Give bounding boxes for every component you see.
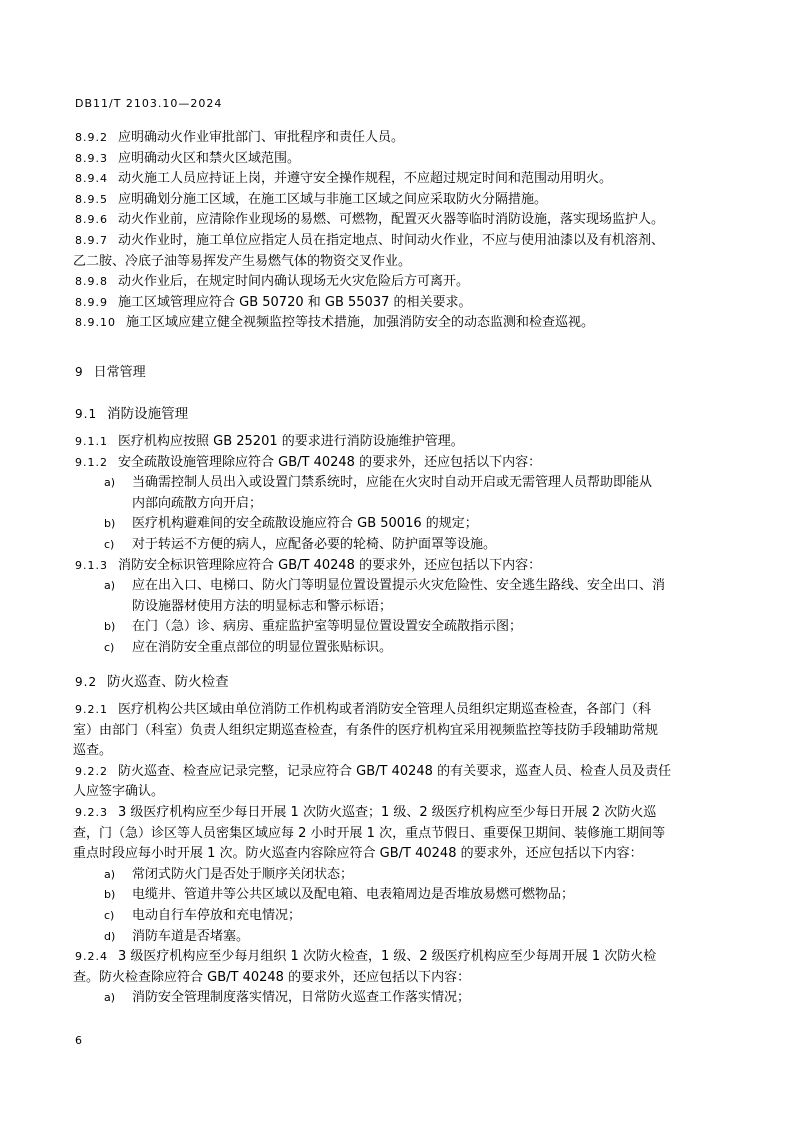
clause-line [75, 192, 547, 208]
clause-line [73, 723, 658, 739]
list-text: 电缆井、管道井等公共区域以及配电箱、电表箱周边是否堆放易燃可燃物品； [132, 887, 575, 903]
clause-text: 查。防火检查除应符合 GB/T 40248 的要求外，还应包括以下内容： [73, 969, 471, 985]
clause-number: 9.1.1 [75, 435, 108, 448]
list-marker: a) [104, 991, 116, 1005]
clause-number: 8.9.3 [75, 151, 108, 165]
clause-number: 9.2.1 [75, 703, 108, 716]
list-text: 电动自行车停放和充电情况； [132, 908, 302, 923]
clause-line [75, 434, 464, 450]
clause-line [73, 743, 112, 759]
list-item [104, 908, 301, 924]
clause-number: 8.9.2 [75, 131, 108, 144]
list-item [104, 578, 665, 594]
clause-text: 动火作业时，施工单位应指定人员在指定地点、时间动火作业，不应与使用油漆以及有机溶剂、 [118, 233, 665, 248]
list-marker: b) [104, 517, 116, 531]
clause-text: 人应签字确认。 [73, 784, 165, 800]
clause-line [73, 254, 411, 270]
list-item [104, 640, 392, 656]
subsection-heading [75, 402, 188, 422]
clause-line [75, 212, 664, 228]
clause-text: 查，门（急）诊区等人员密集区域应每 2 小时开展 1 次，重点节假日、重要保卫期间、装修施工期间等 [73, 825, 666, 841]
clause-number: 9.1.2 [75, 455, 108, 469]
clause-line [75, 171, 612, 187]
list-marker: c) [104, 641, 115, 654]
clause-number: 9.1.3 [75, 558, 108, 572]
heading-number: 9.2 [75, 675, 98, 689]
clause-line [73, 970, 470, 986]
clause-line [75, 805, 656, 821]
clause-text: 3 级医疗机构应至少每日开展 1 次防火巡查；1 级、2 级医疗机构应至少每日开展 2 次防火巡 [118, 805, 657, 820]
list-text: 常闭式防火门是否处于顺序关闭状态； [132, 866, 354, 882]
clause-line [73, 846, 643, 862]
clause-line [75, 764, 671, 780]
list-text: 对于转运不方便的病人，应配备必要的轮椅、防护面罩等设施。 [132, 537, 497, 552]
clause-number: 9.2.3 [75, 806, 108, 819]
list-marker: d) [104, 929, 116, 943]
heading-title: 消防设施管理 [107, 406, 189, 422]
clause-number: 8.9.4 [75, 172, 108, 186]
clause-line [75, 295, 472, 311]
list-item [104, 990, 470, 1006]
list-item [104, 929, 249, 945]
clause-text: 巡查。 [73, 743, 113, 759]
list-text: 在门（急）诊、病房、重症监护室等明显位置设置安全疏散指示图； [132, 619, 523, 635]
list-marker: b) [104, 888, 116, 902]
clause-line [75, 702, 651, 718]
clause-text: 动火施工人员应持证上岗，并遵守安全操作规程，不应超过规定时间和范围动用明火。 [118, 171, 613, 187]
list-marker: c) [104, 538, 115, 551]
clause-number: 8.9.6 [75, 213, 108, 227]
clause-line [75, 233, 664, 249]
heading-title: 日常管理 [93, 365, 146, 380]
section-heading [75, 361, 146, 380]
list-marker: c) [104, 909, 115, 922]
clause-line [75, 455, 541, 471]
list-text: 应在出入口、电梯口、防火门等明显位置设置提示火灾危险性、安全逃生路线、安全出口、消 [132, 578, 666, 594]
clause-text: 乙二胺、冷底子油等易挥发产生易燃气体的物资交叉作业。 [73, 253, 412, 269]
list-text: 应在消防安全重点部位的明显位置张贴标识。 [132, 640, 393, 655]
list-item [104, 475, 652, 491]
clause-line [73, 784, 164, 800]
list-marker: b) [104, 620, 116, 634]
document-id: DB11/T 2103.10—2024 [75, 97, 223, 110]
list-item [104, 496, 262, 512]
list-item [104, 599, 392, 615]
list-marker: a) [104, 867, 116, 881]
clause-text: 3 级医疗机构应至少每月组织 1 次防火检查，1 级、2 级医疗机构应至少每周开展 1 次防火检 [118, 949, 657, 965]
list-text: 防设施器材使用方法的明显标志和警示标语； [132, 598, 393, 614]
clause-line [73, 826, 665, 842]
clause-text: 施工区域应建立健全视频监控等技术措施，加强消防安全的动态监测和检查巡视。 [126, 315, 595, 331]
clause-text: 应明确动火作业审批部门、审批程序和责任人员。 [118, 130, 405, 145]
clause-text: 动火作业前，应清除作业现场的易燃、可燃物，配置灭火器等临时消防设施，落实现场监护人。 [118, 212, 665, 228]
list-item [104, 516, 478, 532]
subsection-heading [75, 670, 229, 690]
heading-number: 9 [75, 365, 84, 379]
heading-number: 9.1 [75, 407, 98, 421]
list-text: 内部向疏散方向开启； [132, 495, 263, 511]
clause-line [75, 151, 300, 167]
list-item [104, 619, 522, 635]
list-item [104, 867, 353, 883]
list-item [104, 537, 496, 553]
clause-line [75, 315, 594, 331]
clause-number: 8.9.8 [75, 275, 108, 289]
clause-text: 防火巡查、检查应记录完整，记录应符合 GB/T 40248 的有关要求，巡查人员、检查人员及责任 [118, 763, 672, 779]
clause-number: 8.9.7 [75, 234, 108, 247]
clause-text: 施工区域管理应符合 GB 50720 和 GB 55037 的相关要求。 [118, 294, 472, 310]
list-marker: a) [104, 579, 116, 593]
clause-text: 应明确动火区和禁火区域范围。 [118, 150, 301, 166]
clause-number: 9.2.4 [75, 950, 108, 964]
page-number: 6 [75, 1034, 82, 1047]
list-text: 医疗机构避难间的安全疏散设施应符合 GB 50016 的规定； [132, 516, 478, 532]
heading-title: 防火巡查、防火检查 [107, 674, 229, 690]
clause-number: 8.9.9 [75, 295, 108, 309]
clause-number: 8.9.5 [75, 192, 108, 206]
clause-text: 安全疏散设施管理除应符合 GB/T 40248 的要求外，还应包括以下内容： [118, 454, 542, 470]
clause-line [75, 130, 404, 146]
clause-text: 动火作业后，在规定时间内确认现场无火灾危险后方可离开。 [118, 274, 470, 290]
clause-text: 重点时段应每小时开展 1 次。防火巡查内容除应符合 GB/T 40248 的要求外，还应包括以下内容： [73, 846, 643, 862]
clause-number: 9.2.2 [75, 764, 108, 778]
clause-line [75, 274, 469, 290]
list-text: 当确需控制人员出入或设置门禁系统时，应能在火灾时自动开启或无需管理人员帮助即能从 [132, 475, 653, 491]
list-text: 消防车道是否堵塞。 [132, 928, 250, 944]
clause-number: 8.9.10 [75, 316, 116, 330]
clause-line [75, 949, 656, 965]
clause-text: 消防安全标识管理除应符合 GB/T 40248 的要求外，还应包括以下内容： [118, 557, 542, 573]
clause-text: 医疗机构应按照 GB 25201 的要求进行消防设施维护管理。 [118, 434, 464, 449]
clause-text: 室）由部门（科室）负责人组织定期巡查检查，有条件的医疗机构宜采用视频监控等技防手段辅助常规 [73, 722, 659, 738]
clause-text: 应明确划分施工区域，在施工区域与非施工区域之间应采取防火分隔措施。 [118, 191, 548, 207]
list-text: 消防安全管理制度落实情况，日常防火巡查工作落实情况； [132, 990, 471, 1006]
clause-text: 医疗机构公共区域由单位消防工作机构或者消防安全管理人员组织定期巡查检查，各部门（科 [118, 702, 652, 717]
clause-line [75, 558, 541, 574]
list-item [104, 887, 574, 903]
list-marker: a) [104, 476, 116, 490]
